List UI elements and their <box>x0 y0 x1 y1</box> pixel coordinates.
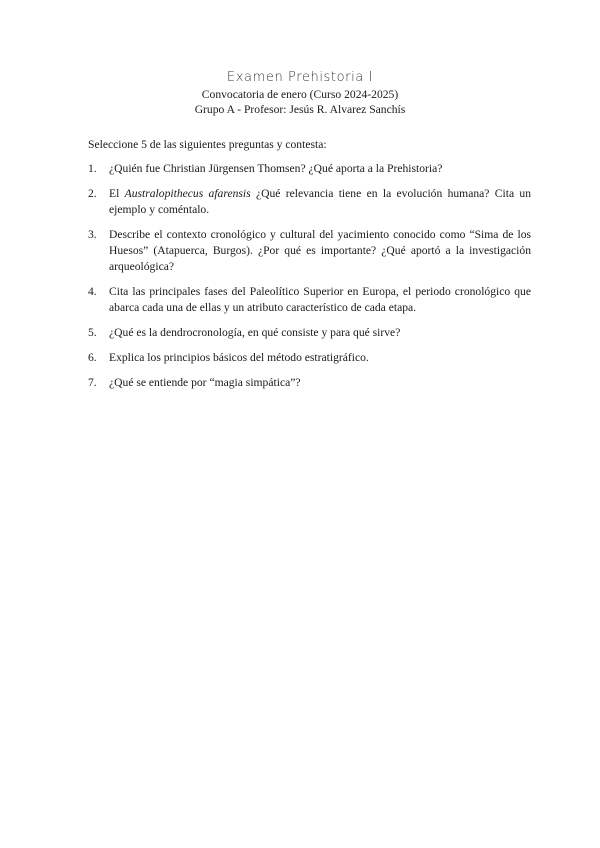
exam-title: Examen Prehistoria I <box>226 70 374 85</box>
species-name: Australopithecus afarensis <box>124 187 251 200</box>
question-item <box>88 284 531 316</box>
question-text: ¿Quién fue Christian Jürgensen Thomsen? ¿Qué aporta a la Prehistoria? <box>109 162 443 175</box>
question-text: ¿Qué se entiende por “magia simpática”? <box>109 376 301 389</box>
question-prefix: El <box>109 187 125 200</box>
question-text <box>109 186 531 218</box>
question-number: 7. <box>88 376 97 389</box>
question-text: Describe el contexto cronológico y cultural del yacimiento conocido como “Sima de los Huesos” (Atapuerca, Burgos). ¿Por qué es importante? ¿Qué aportó a la investigación arqueológica? <box>109 228 531 273</box>
question-text: Explica los principios básicos del método estratigráfico. <box>109 351 369 364</box>
question-text: Cita las principales fases del Paleolítico Superior en Europa, el periodo cronológico que abarca cada una de ellas y un atributo característico de cada etapa. <box>109 285 531 314</box>
exam-group-professor: Grupo A - Profesor: Jesús R. Alvarez Sanchís <box>194 103 406 116</box>
question-number: 3. <box>88 228 97 241</box>
question-item <box>88 375 531 391</box>
question-number: 4. <box>88 285 97 298</box>
question-item <box>88 325 531 341</box>
question-text: ¿Qué es la dendrocronología, en qué consiste y para qué sirve? <box>109 326 401 339</box>
question-number: 2. <box>88 187 97 200</box>
question-number: 1. <box>88 162 97 175</box>
question-body: ¿Qué relevancia tiene en la evolución humana? Cita un ejemplo y coméntalo. <box>109 187 532 216</box>
exam-session: Convocatoria de enero (Curso 2024-2025) <box>201 88 399 101</box>
question-item <box>88 227 531 275</box>
question-number: 5. <box>88 326 97 339</box>
question-item <box>88 186 531 218</box>
instructions: Seleccione 5 de las siguientes preguntas y contesta: <box>88 138 327 151</box>
question-item <box>88 350 531 366</box>
question-number: 6. <box>88 351 97 364</box>
question-list <box>88 161 531 400</box>
question-item <box>88 161 531 177</box>
